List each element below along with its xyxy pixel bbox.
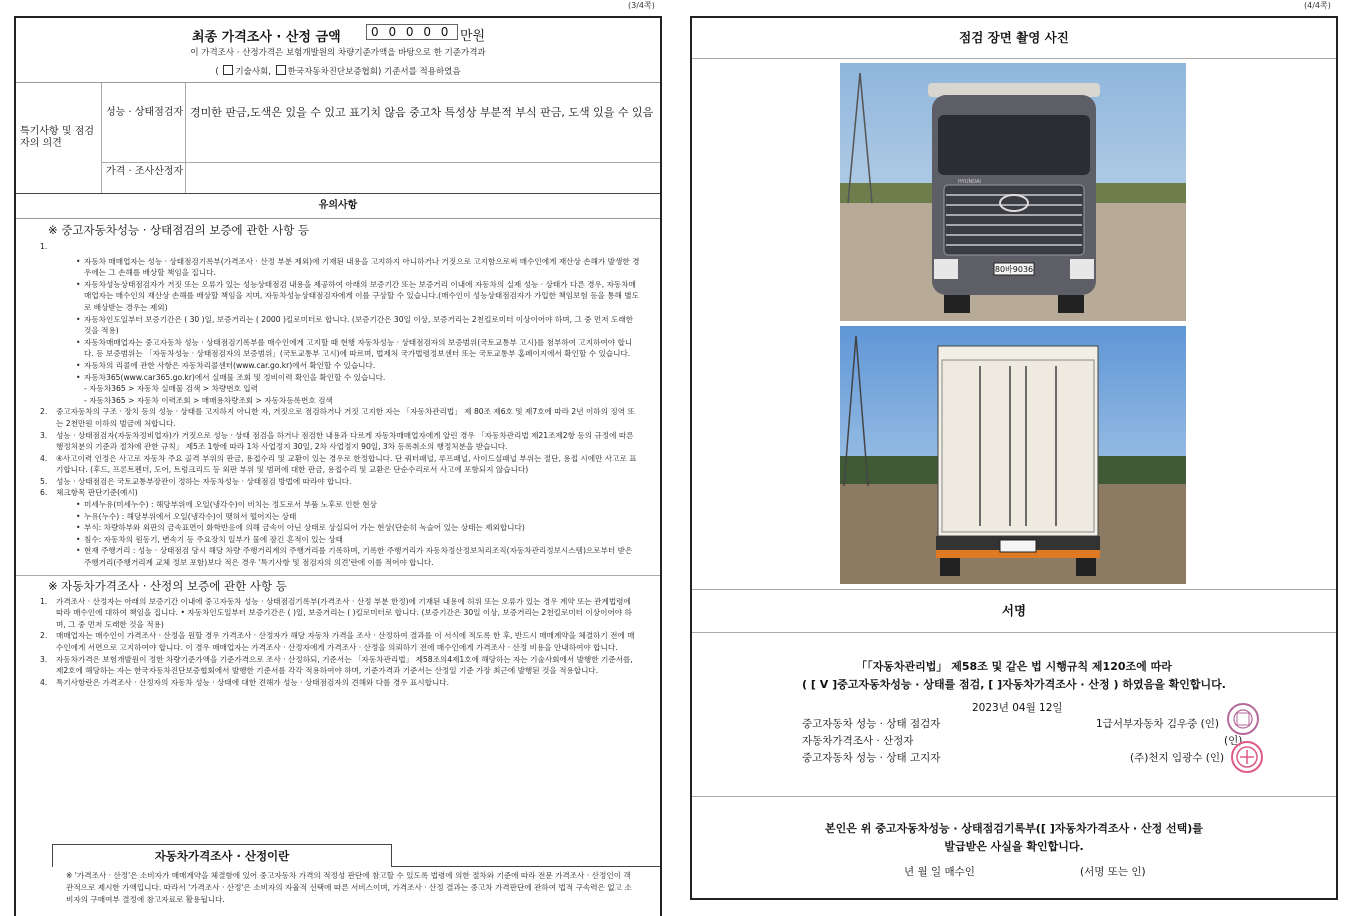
rear-photo: [840, 326, 1186, 584]
inspector-label: 성능 · 상태점검자: [102, 83, 186, 163]
criteria-list: [36, 499, 640, 569]
plate-number: 80바9036: [994, 265, 1034, 274]
final-price-header: [16, 18, 660, 83]
final-price-amount: 0 0 0 0 0: [366, 24, 458, 40]
confirm-line-2: 발급받은 사실을 확인합니다.: [944, 840, 1084, 853]
criteria-item: • 부식: 차량하부와 외판의 금속표면이 화학반응에 의해 금속이 아닌 상태로 상실되어 가는 현상(단순히 녹슬어 있는 상태는 제외합니다): [36, 522, 640, 534]
page-number-3: (3/4쪽): [628, 1, 655, 10]
item-text: 성능 · 상태점검은 국토교통부장관이 정하는 자동차성능 · 상태점검 방법에 따라야 합니다.: [56, 476, 352, 486]
standard-selection: [16, 65, 660, 77]
bullet-item: • 자동차인도일부터 보증기간은 ( 30 )일, 보증거리는 ( 2000 )킬로미터로 합니다. (보증기간은 30일 이상, 보증거리는 2천킬로미터 이상이어야 하며, 그 중 먼저 도래한 것을 적용): [36, 314, 640, 337]
seal-stamp-icon: [1226, 702, 1260, 736]
option-engineers: 기술사회,: [235, 67, 271, 77]
item-text: 특기사항란은 가격조사 · 산정자의 자동차 성능 · 상태에 대한 견해가 성능 · 상태점검자의 견해와 다를 경우 표시합니다.: [56, 677, 450, 687]
notice-subtitle-inspection: ※ 중고자동차성능 · 상태점검의 보증에 관한 사항 등: [48, 223, 310, 237]
item-number: 3.: [40, 654, 48, 664]
notifier-role: 중고자동차 성능 · 상태 고지자: [802, 752, 941, 764]
inspector-role: 중고자동차 성능 · 상태 점검자: [802, 718, 941, 730]
paren-open: (: [215, 67, 219, 77]
item-text: 체크항목 판단기준(예시): [56, 488, 138, 498]
law-line-1: 「「자동차관리법」 제58조 및 같은 법 시행규칙 제120조에 따라: [856, 660, 1172, 673]
brand-label: HYUNDAI: [958, 179, 981, 185]
checkbox-icon[interactable]: [223, 65, 233, 75]
criteria-item: • 미세누유(미세누수) : 해당부위에 오일(냉각수)이 비치는 정도로서 부품 노후로 인한 현상: [36, 499, 640, 511]
notifier-name: (주)천지 임광수 (인): [1130, 752, 1225, 764]
numbered-item: [36, 430, 640, 453]
signature-title: 서명: [692, 590, 1336, 633]
numbered-item: [36, 630, 640, 653]
item-number: 5.: [40, 476, 48, 486]
item-number: 3.: [40, 430, 48, 440]
item-number: 6.: [40, 488, 48, 498]
item-number: 1.: [40, 242, 48, 251]
bullet-list: [36, 256, 640, 384]
sub-items: [36, 383, 640, 406]
numbered-item: [36, 677, 640, 689]
page-number-4: (4/4쪽): [1304, 1, 1331, 10]
bullet-item: • 자동차매매업자는 중고자동차 성능 · 상태점검기록부를 매수인에게 고지할 때 현행 자동차성능 · 상태점검자의 보증범위(국토교통부 고시)를 첨부하여 고지하여야 합니다. 등 보증범위는 「자동차성능 · 상태점검자의 보증범위」(국토교통부 고시)에 따르며, 법제처 국가법령정보센터 또는 국토교통부 홈페이지에서 확인할 수 있습니다.: [36, 337, 640, 360]
front-photo: [840, 63, 1186, 321]
numbered-list-2: [36, 596, 640, 689]
numbered-item: [36, 476, 640, 488]
criteria-item: • 침수: 자동차의 원동기, 변속기 등 주요장치 일부가 물에 잠긴 흔적이 있는 상태: [36, 534, 640, 546]
law-line-2: ( [ V ]중고자동차성능 · 상태를 점검, [ ]자동차가격조사 · 산정 ) 하였음을 확인합니다.: [802, 678, 1226, 691]
item-text: 성능 · 상태점검자(자동차정비업자)가 거짓으로 성능 · 상태 점검을 하거나 점검한 내용과 다르게 자동차매매업자에게 알린 경우 「자동차관리법 제21조제2항 등의 규정에 따른 행정처분의 기준과 절차에 관한 규칙」 제5조 1항에 따라 1차 사업정지 30일, 2차 사업정지 90일, 3차 등록취소의 행정처분을 받습니다.: [56, 430, 634, 452]
appraiser-label: 가격 · 조사산정자: [102, 163, 186, 193]
sub-item: - 자동차365 > 자동차 실매물 검색 > 차량번호 입력: [84, 384, 258, 394]
seal-stamp-icon: [1230, 740, 1264, 774]
appraiser-role: 자동차가격조사 · 산정자: [802, 735, 914, 747]
page-4: [690, 16, 1338, 900]
bullet-item: • 자동차365(www.car365.go.kr)에서 실매물 조회 및 정비이력 확인을 확인할 수 있습니다.: [36, 372, 640, 384]
item-number: 2.: [40, 407, 48, 417]
numbered-item: [36, 596, 640, 631]
final-price-title: 최종 가격조사 · 산정 금액: [192, 30, 341, 45]
confirm-line-1: 본인은 위 중고자동차성능 · 상태점검기록부([ ]자동차가격조사 · 산정 선택)를: [825, 822, 1203, 835]
page-3: [14, 16, 662, 916]
item-text: 자동차가격은 보험개발원이 정한 차량기준가액을 기준가격으로 조사 · 산정하되, 기준서는 「자동차관리법」 제58조의4제1호에 해당하는 자는 기술사회에서 발행한 기준서를, 제2호에 해당하는 자는 한국자동차진단보증협회에서 발행한 기준서를 각각 적용하여야 하며, 기준가격과 기준서는 산정일 기준 가장 최근에 발행된 것을 적용합니다.: [56, 654, 633, 676]
numbered-item: [36, 487, 640, 499]
final-price-unit: 만원: [460, 29, 486, 44]
bullet-item: • 자동차 매매업자는 성능 · 상태점검기록부(가격조사 · 산정 부분 제외)에 기재된 내용을 고지하지 아니하거나 거짓으로 고지함으로써 매수인에게 재산상 손해가 발생한 경우에는 그 손해를 배상할 책임을 집니다.: [36, 256, 640, 279]
buyer-sign: (서명 또는 인): [1080, 866, 1146, 878]
notice-subtitle-appraisal: ※ 자동차가격조사 · 산정의 보증에 관한 사항 등: [16, 575, 660, 596]
signature-date: 2023년 04월 12일: [972, 702, 1063, 714]
numbered-item: [36, 453, 640, 476]
appraisal-body: [16, 596, 660, 689]
option-association: 한국자동차진단보증협회) 기준서를 적용하였음: [287, 67, 461, 77]
item-number: 4.: [40, 453, 48, 463]
notice-body: [16, 241, 660, 569]
definition-title: 자동차가격조사 · 산정이란: [52, 844, 392, 867]
criteria-item: • 현재 주행거리 : 성능 · 상태점검 당시 해당 차량 주행거리계의 주행거리를 기록하며, 기록한 주행거리가 자동차정산정보처리조직(자동차관리정보시스템)으로부터 받은 주행거리(주행거리계 교체 정보 포함)보다 적은 경우 '특기사항 및 점검자의 의견'란에 이를 적어야 합니다.: [36, 545, 640, 568]
numbered-item: [36, 406, 640, 429]
bullet-item: • 자동차의 리콜에 관한 사항은 자동차리콜센터(www.car.go.kr)에서 확인할 수 있습니다.: [36, 360, 640, 372]
item-text: ④사고이력 인정은 사고로 자동차 주요 골격 부위의 판금, 용접수리 및 교환이 있는 경우로 한정합니다. 단 쿼터패널, 루프패널, 사이드실패널 부위는 절단, 용접 시에만 사고로 표기합니다. (후드, 프론트펜더, 도어, 트렁크리드 등 외판 부위 및 범퍼에 대한 판금, 용접수리 및 교환은 단순수리로서 사고에 포함되지 않습니다): [56, 453, 637, 475]
definition-text: ※ '가격조사 · 산정'은 소비자가 매매계약을 체결함에 있어 중고자동차 가격의 적정성 판단에 참고할 수 있도록 법령에 의한 절차와 기준에 따라 전문 가격조사 · 산정인이 객관적으로 제시한 가액입니다. 따라서 '가격조사 · 산정'은 소비자의 자율적 선택에 따른 서비스이며, 가격조사 · 산정 결과는 중고차 가격판단에 관하여 법적 구속력은 없고 소비자의 구매여부 결정에 참고자료로 활용됩니다.: [66, 871, 632, 904]
bullet-item: • 자동차성능상태점검자가 거짓 또는 오류가 있는 성능상태점검 내용을 제공하여 아래의 보증기간 또는 보증거리 이내에 자동차의 실제 성능 · 상태가 다른 경우, 자동차매매업자는 매수인의 재산상 손해를 배상할 책임을 지며, 자동차성능상태점검자에게 이를 구상할 수 있습니다.(매수인이 성능상태점검자가 가입한 책임보험 등을 통해 별도로 배상받는 경우는 제외): [36, 279, 640, 314]
item-number: 4.: [40, 677, 48, 687]
divider: [692, 796, 1336, 797]
item-text: 중고자동차의 구조 · 장치 등의 성능 · 상태를 고지하지 아니한 자, 거짓으로 점검하거나 거짓 고지한 자는 「자동차관리법」 제 80조 제6호 및 제7호에 따라 2년 이하의 징역 또는 2천만원 이하의 벌금에 처합니다.: [56, 407, 635, 428]
checkbox-icon[interactable]: [276, 65, 286, 75]
item-text: 매매업자는 매수인이 가격조사 · 산정을 원할 경우 가격조사 · 산정자가 해당 자동차 가격을 조사 · 산정하여 결과를 이 서식에 적도록 한 후, 반드시 매매계약을 체결하기 전에 매수인에게 서면으로 고지하여야 합니다. 이 경우 매매업자는 가격조사 · 산정자에게 가격조사 · 산정을 의뢰하기 전에 매수인에게 가격조사 · 산정 비용을 안내하여야 합니다.: [56, 631, 635, 652]
inspector-name: 1급서부자동차 김우중 (인): [1096, 718, 1219, 730]
item-text: 가격조사 · 산정자는 아래의 보증기간 이내에 중고자동차 성능 · 상태점검기록부(가격조사 · 산정 부분 한정)에 기재된 내용에 허위 또는 오류가 있는 경우 계약 또는 관계법령에 따라 매수인에 대하여 책임을 집니다. • 자동차인도일부터 보증기간은 ( )일, 보증거리는 ( )킬로미터로 합니다. (보증기간은 30일 이상, 보증거리는 2천킬로미터 이상이어야 하며, 그 중 먼저 도래한 것을 적용): [56, 596, 632, 629]
photo-section: [692, 59, 1336, 590]
final-price-note: 이 가격조사 · 산정가격은 보험개발원의 차량기준가액을 바탕으로 한 기준가격과: [190, 48, 486, 58]
criteria-item: • 누유(누수) : 해당부위에서 오일(냉각수)이 맺혀서 떨어지는 상태: [36, 511, 640, 523]
opinion-table: [16, 83, 660, 194]
photos-title: 점검 장면 촬영 사진: [692, 18, 1336, 59]
item-number: 1.: [40, 596, 48, 606]
appraiser-name: (인): [1224, 735, 1243, 747]
item-number: 2.: [40, 631, 48, 641]
buyer-date: 년 월 일 매수인: [904, 866, 975, 878]
numbered-item: [36, 654, 640, 677]
opinion-label: 특기사항 및 점검자의 의견: [16, 83, 102, 193]
inspector-opinion: 경미한 판금,도색은 있을 수 있고 표기치 않음 중고차 특성상 부분적 부식 판금, 도색 있을 수 있음: [186, 83, 660, 163]
notice-title: 유의사항: [16, 194, 660, 219]
numbered-list: [36, 406, 640, 499]
sub-item: - 자동차365 > 자동차 이력조회 > 매매용차량조회 > 자동차등록번호 검색: [84, 395, 333, 405]
